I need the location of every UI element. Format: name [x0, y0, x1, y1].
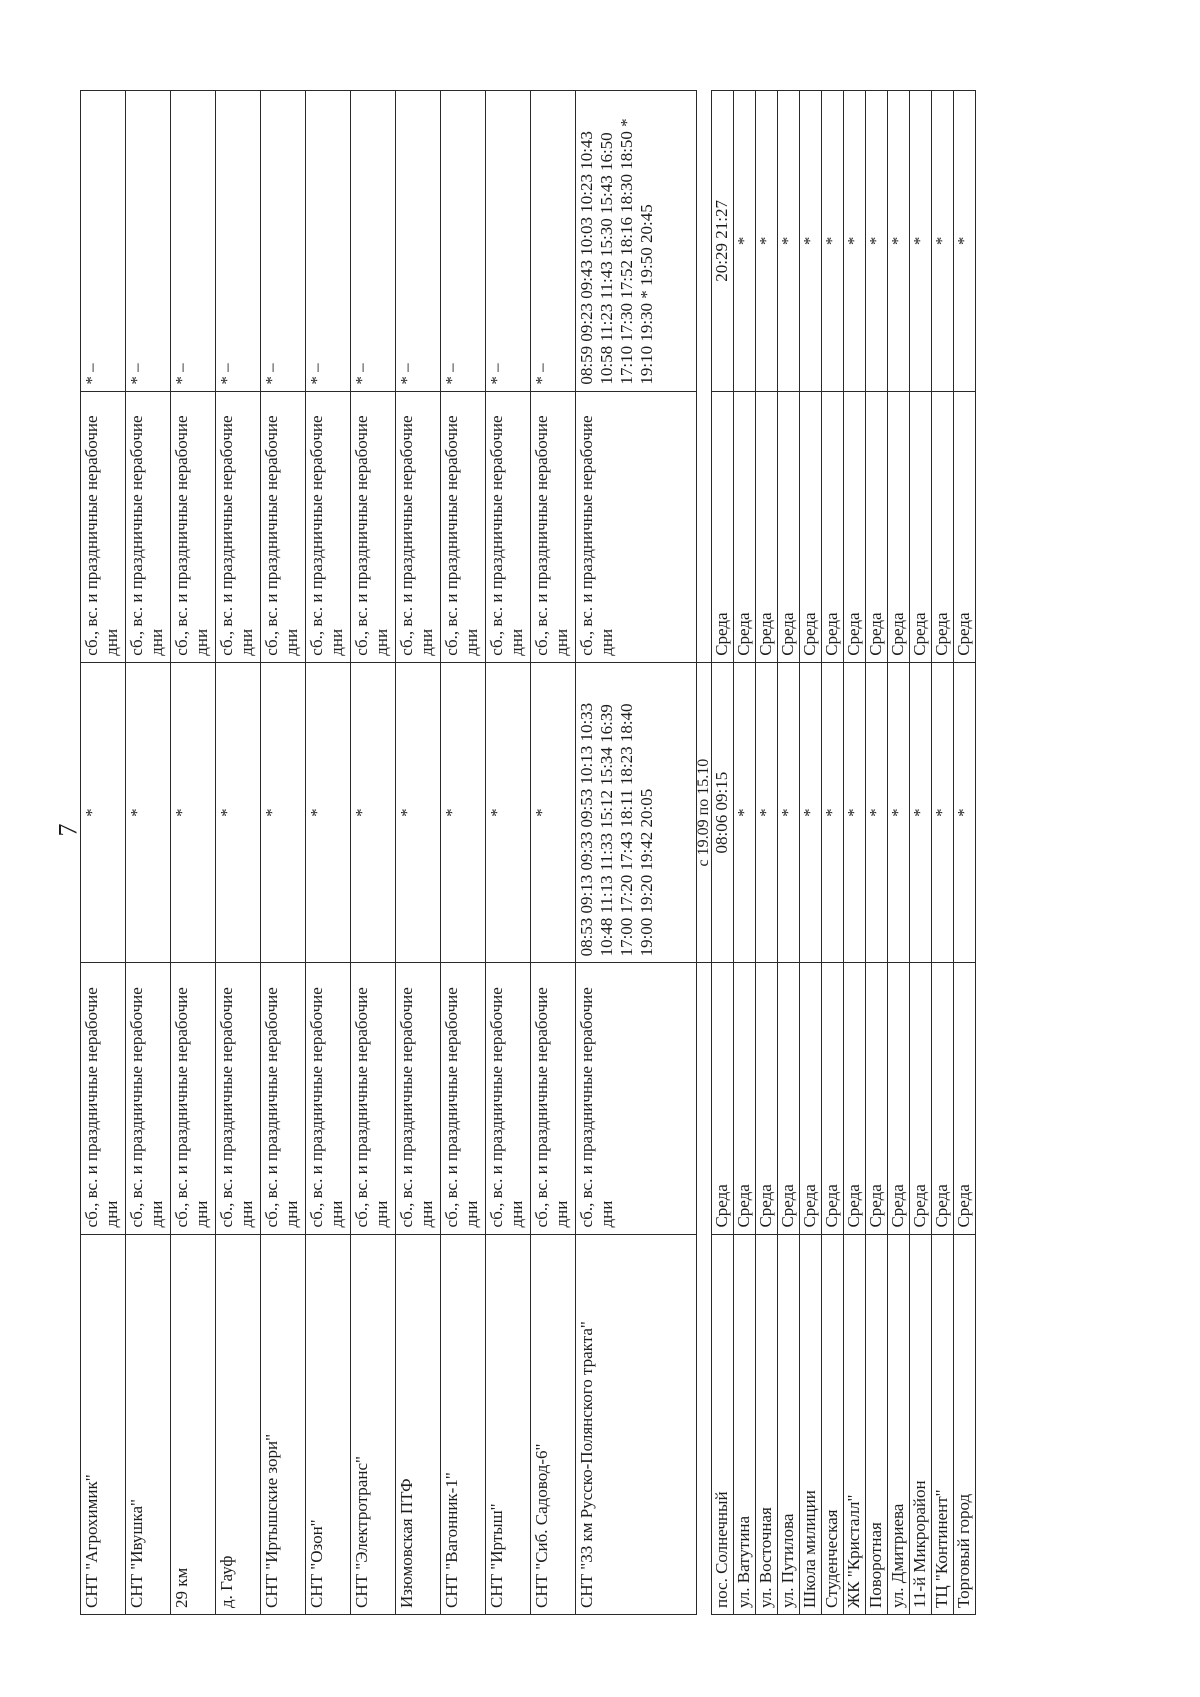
departure-times: *	[866, 91, 888, 392]
departure-times: * –	[81, 91, 126, 392]
stop-name: СНТ "Агрохимик"	[81, 1234, 126, 1614]
departure-times: *	[910, 91, 932, 392]
spacer-cell	[697, 391, 712, 662]
departure-times: *	[822, 662, 844, 963]
departure-times: 08:06 09:15	[712, 662, 734, 963]
operating-days: Среда	[954, 963, 976, 1234]
departure-times: *	[778, 91, 800, 392]
departure-times: *	[800, 91, 822, 392]
table-row	[531, 91, 576, 1615]
stop-name: ул. Ватутина	[734, 1234, 756, 1614]
departure-times: * –	[171, 91, 216, 392]
departure-times: * –	[351, 91, 396, 392]
table-row	[954, 91, 976, 1615]
operating-days: Среда	[734, 391, 756, 662]
operating-days: сб., вс. и праздничные нерабочие дни	[486, 391, 531, 662]
schedule-table	[80, 90, 976, 1615]
spacer-cell	[697, 963, 712, 1234]
departure-times: * –	[306, 91, 351, 392]
operating-days: сб., вс. и праздничные нерабочие дни	[531, 391, 576, 662]
operating-days: Среда	[888, 391, 910, 662]
departure-times: *	[888, 91, 910, 392]
departure-times: *	[800, 662, 822, 963]
operating-days: Среда	[844, 391, 866, 662]
table-row	[126, 91, 171, 1615]
operating-days: сб., вс. и праздничные нерабочие дни	[126, 391, 171, 662]
departure-times: *	[954, 662, 976, 963]
stop-name: Школа милиции	[800, 1234, 822, 1614]
spacer-cell	[697, 91, 712, 392]
operating-days: сб., вс. и праздничные нерабочие дни	[216, 391, 261, 662]
operating-days: сб., вс. и праздничные нерабочие дни	[171, 391, 216, 662]
stop-name: СНТ "Иртыш"	[486, 1234, 531, 1614]
departure-times: *	[351, 662, 396, 963]
departure-times: 08:59 09:23 09:43 10:03 10:23 10:43 10:58 11:23 11:43 15:30 15:43 16:50 17:10 17:30 17:52 18:16 18:30 18:50 * 19:10 19:30 * 19:50 20:45	[576, 91, 697, 392]
departure-times: *	[396, 662, 441, 963]
departure-times: 08:53 09:13 09:33 09:53 10:13 10:33 10:48 11:13 11:33 15:12 15:34 16:39 17:00 17:20 17:43 18:11 18:23 18:40 19:00 19:20 19:42 20:05	[576, 662, 697, 963]
departure-times: *	[756, 91, 778, 392]
departure-times: *	[261, 662, 306, 963]
table-row	[441, 91, 486, 1615]
table-row	[171, 91, 216, 1615]
operating-days: Среда	[888, 963, 910, 1234]
period-label: с 19.09 по 15.10	[697, 662, 712, 963]
operating-days: Среда	[866, 391, 888, 662]
operating-days: Среда	[756, 391, 778, 662]
table-row	[576, 91, 697, 1615]
stop-name: Торговый город	[954, 1234, 976, 1614]
departure-times: * –	[396, 91, 441, 392]
stop-name: СНТ "Сиб. Садовод-6"	[531, 1234, 576, 1614]
page-number: 7	[53, 823, 83, 837]
table-row	[756, 91, 778, 1615]
departure-times: *	[441, 662, 486, 963]
table-row	[712, 91, 734, 1615]
departure-times: *	[171, 662, 216, 963]
departure-times: *	[866, 662, 888, 963]
operating-days: Среда	[778, 391, 800, 662]
operating-days: сб., вс. и праздничные нерабочие дни	[486, 963, 531, 1234]
table-row	[486, 91, 531, 1615]
schedule-big-row-section	[576, 91, 712, 1615]
operating-days: сб., вс. и праздничные нерабочие дни	[441, 391, 486, 662]
departure-times: *	[756, 662, 778, 963]
stop-name: пос. Солнечный	[712, 1234, 734, 1614]
stop-name: 29 км	[171, 1234, 216, 1614]
operating-days: Среда	[932, 391, 954, 662]
departure-times: * –	[261, 91, 306, 392]
operating-days: Среда	[822, 963, 844, 1234]
departure-times: *	[844, 91, 866, 392]
departure-times: *	[126, 662, 171, 963]
departure-times: 20:29 21:27	[712, 91, 734, 392]
table-row	[888, 91, 910, 1615]
operating-days: Среда	[910, 391, 932, 662]
stop-name: СНТ "Вагонник-1"	[441, 1234, 486, 1614]
departure-times: *	[888, 662, 910, 963]
operating-days: сб., вс. и праздничные нерабочие дни	[261, 391, 306, 662]
operating-days: сб., вс. и праздничные нерабочие дни	[81, 963, 126, 1234]
departure-times: *	[844, 662, 866, 963]
stop-name: Поворотная	[866, 1234, 888, 1614]
stop-name: СНТ "Озон"	[306, 1234, 351, 1614]
stop-name: СНТ "Ивушка"	[126, 1234, 171, 1614]
stop-name: Изюмовская ПТФ	[396, 1234, 441, 1614]
operating-days: сб., вс. и праздничные нерабочие дни	[351, 963, 396, 1234]
table-row	[822, 91, 844, 1615]
table-row	[800, 91, 822, 1615]
operating-days: Среда	[866, 963, 888, 1234]
table-row	[306, 91, 351, 1615]
table-row	[261, 91, 306, 1615]
stop-name: ТЦ "Континент"	[932, 1234, 954, 1614]
operating-days: сб., вс. и праздничные нерабочие дни	[351, 391, 396, 662]
operating-days: Среда	[910, 963, 932, 1234]
stop-name: ул. Дмитриева	[888, 1234, 910, 1614]
departure-times: * –	[216, 91, 261, 392]
operating-days: сб., вс. и праздничные нерабочие дни	[216, 963, 261, 1234]
departure-times: *	[734, 91, 756, 392]
table-row	[932, 91, 954, 1615]
operating-days: сб., вс. и праздничные нерабочие дни	[306, 391, 351, 662]
departure-times: *	[486, 662, 531, 963]
stop-name: СНТ "33 км Русско-Полянского тракта"	[576, 1234, 697, 1614]
operating-days: Среда	[800, 391, 822, 662]
operating-days: Среда	[734, 963, 756, 1234]
table-row	[216, 91, 261, 1615]
stop-name: СНТ "Иртышские зори"	[261, 1234, 306, 1614]
departure-times: *	[216, 662, 261, 963]
departure-times: * –	[486, 91, 531, 392]
departure-times: *	[822, 91, 844, 392]
departure-times: *	[81, 662, 126, 963]
stop-name: 11-й Микрорайон	[910, 1234, 932, 1614]
stop-name: ул. Путилова	[778, 1234, 800, 1614]
departure-times: *	[932, 91, 954, 392]
table-row	[778, 91, 800, 1615]
operating-days: Среда	[954, 391, 976, 662]
operating-days: Среда	[932, 963, 954, 1234]
operating-days: сб., вс. и праздничные нерабочие дни	[396, 391, 441, 662]
departure-times: * –	[441, 91, 486, 392]
operating-days: сб., вс. и праздничные нерабочие дни	[81, 391, 126, 662]
schedule-bottom-section	[712, 91, 976, 1615]
operating-days: сб., вс. и праздничные нерабочие дни	[171, 963, 216, 1234]
schedule-top-section	[81, 91, 576, 1615]
departure-times: * –	[531, 91, 576, 392]
operating-days: Среда	[712, 963, 734, 1234]
departure-times: *	[954, 91, 976, 392]
table-row	[910, 91, 932, 1615]
rotated-schedule	[80, 90, 1060, 1615]
operating-days: сб., вс. и праздничные нерабочие дни	[441, 963, 486, 1234]
operating-days: Среда	[800, 963, 822, 1234]
operating-days: сб., вс. и праздничные нерабочие дни	[576, 391, 697, 662]
stop-name: ЖК "Кристалл"	[844, 1234, 866, 1614]
departure-times: * –	[126, 91, 171, 392]
operating-days: сб., вс. и праздничные нерабочие дни	[396, 963, 441, 1234]
spacer-cell	[697, 1234, 712, 1614]
operating-days: Среда	[778, 963, 800, 1234]
stop-name: Студенческая	[822, 1234, 844, 1614]
departure-times: *	[306, 662, 351, 963]
operating-days: Среда	[844, 963, 866, 1234]
departure-times: *	[778, 662, 800, 963]
table-row	[396, 91, 441, 1615]
departure-times: *	[531, 662, 576, 963]
operating-days: сб., вс. и праздничные нерабочие дни	[576, 963, 697, 1234]
table-row	[351, 91, 396, 1615]
operating-days: сб., вс. и праздничные нерабочие дни	[306, 963, 351, 1234]
table-row	[844, 91, 866, 1615]
table-row	[81, 91, 126, 1615]
stop-name: ул. Восточная	[756, 1234, 778, 1614]
stop-name: д. Гауф	[216, 1234, 261, 1614]
period-row	[697, 91, 712, 1615]
table-row	[866, 91, 888, 1615]
operating-days: сб., вс. и праздничные нерабочие дни	[531, 963, 576, 1234]
stop-name: СНТ "Электротранс"	[351, 1234, 396, 1614]
table-row	[734, 91, 756, 1615]
departure-times: *	[910, 662, 932, 963]
departure-times: *	[734, 662, 756, 963]
operating-days: сб., вс. и праздничные нерабочие дни	[126, 963, 171, 1234]
departure-times: *	[932, 662, 954, 963]
operating-days: Среда	[712, 391, 734, 662]
operating-days: Среда	[822, 391, 844, 662]
operating-days: Среда	[756, 963, 778, 1234]
operating-days: сб., вс. и праздничные нерабочие дни	[261, 963, 306, 1234]
